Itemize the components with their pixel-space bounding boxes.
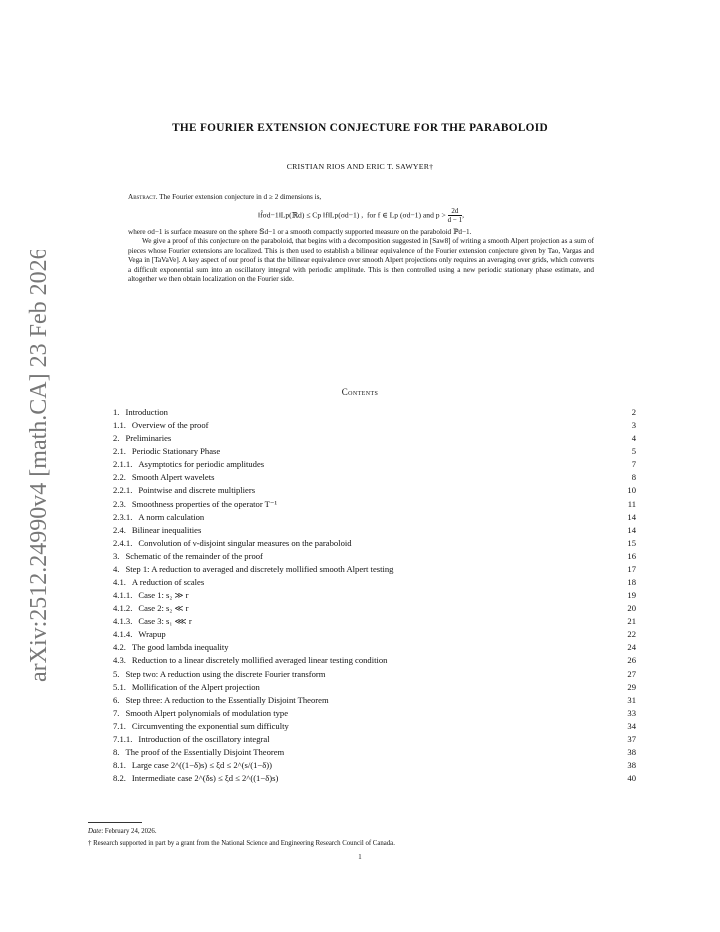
toc-entry-number: 7.: [113, 707, 120, 718]
toc-entry-page: 4: [631, 433, 636, 444]
toc-entry-number: 2.4.: [113, 524, 126, 535]
toc-entry[interactable]: [113, 458, 636, 471]
toc-entry-title: Case 3: s₁ ⋘ r: [138, 616, 192, 627]
formula-condition: for f ∈ Lp (σd−1) and p >: [366, 209, 446, 219]
date-value: : February 24, 2026.: [101, 828, 157, 835]
toc-entry[interactable]: [113, 694, 636, 707]
arxiv-id-text: arXiv:2512.24990v4 [math.CA] 23 Feb 2026: [26, 250, 52, 682]
toc-entry[interactable]: [113, 537, 636, 550]
toc-entry-number: 1.: [113, 407, 120, 417]
toc-entry-number: 4.: [113, 563, 120, 574]
toc-entry-page: 26: [627, 655, 636, 666]
toc-entry-title: Introduction: [125, 407, 168, 417]
toc-entry-number: 8.: [113, 747, 120, 758]
toc-entry-number: 2.2.1.: [113, 485, 133, 496]
toc-entry-label: [113, 668, 325, 681]
toc-entry-label: [113, 615, 192, 628]
toc-entry-number: 4.3.: [113, 655, 126, 666]
toc-entry-page: 15: [627, 537, 636, 548]
toc-entry-label: [113, 419, 209, 432]
toc-entry-label: [113, 681, 260, 694]
toc-entry[interactable]: [113, 668, 636, 681]
toc-entry-title: Case 1: s₂ ≫ r: [138, 590, 189, 601]
abstract-after-formula: where σd−1 is surface measure on the sphere 𝕊d−1 or a smooth compactly supported measure on the paraboloid ℙd−1.: [128, 227, 472, 236]
toc-entry-page: 38: [627, 760, 636, 771]
toc-entry-number: 2.3.: [113, 498, 126, 509]
toc-entry-number: 4.1.4.: [113, 629, 133, 640]
toc-entry[interactable]: [113, 681, 636, 694]
toc-entry-title: A reduction of scales: [131, 577, 205, 588]
toc-entry-label: [113, 524, 201, 537]
toc-entry-title: Smoothness properties of the operator T⁻¹: [131, 498, 278, 509]
toc-entry-title: Step three: A reduction to the Essentially Disjoint Theorem: [125, 694, 329, 705]
abstract: [128, 193, 594, 285]
toc-entry-page: 24: [627, 642, 636, 653]
toc-entry-label: [113, 406, 168, 419]
toc-entry-title: Reduction to a linear discretely mollified averaged linear testing condition: [131, 655, 388, 666]
toc-entry-number: 5.1.: [113, 681, 126, 692]
toc-entry-title: Smooth Alpert wavelets: [131, 472, 215, 483]
toc-entry-label: [113, 511, 204, 524]
toc-entry-title: Convolution of ν-disjoint singular measures on the paraboloid: [138, 537, 352, 548]
toc-entry-label: [113, 445, 220, 458]
toc-entry-page: 21: [627, 616, 636, 627]
toc-entry-label: [113, 550, 263, 563]
toc-entry[interactable]: [113, 419, 636, 432]
toc-entry-label: [113, 720, 289, 733]
toc-entry-title: A norm calculation: [138, 511, 205, 522]
toc-entry-title: The good lambda inequality: [131, 642, 229, 653]
toc-entry-title: Step two: A reduction using the discrete Fourier transform: [125, 668, 326, 679]
toc-entry[interactable]: [113, 524, 636, 537]
toc-entry-title: Intermediate case 2^(δs) ≤ ξd ≤ 2^((1−δ)s): [131, 773, 279, 784]
toc-entry-page: 31: [627, 694, 636, 705]
fraction-numerator: 2d: [448, 207, 462, 216]
toc-entry-title: Asymptotics for periodic amplitudes: [138, 459, 265, 470]
toc-entry-page: 19: [627, 590, 636, 601]
toc-entry[interactable]: [113, 746, 636, 759]
toc-entry[interactable]: [113, 759, 636, 772]
toc-entry[interactable]: [113, 707, 636, 720]
toc-entry-number: 6.: [113, 694, 120, 705]
toc-entry-title: Schematic of the remainder of the proof: [125, 550, 263, 561]
toc-entry-page: 10: [627, 485, 636, 496]
toc-entry-title: Circumventing the exponential sum difficulty: [131, 720, 289, 731]
toc-entry-label: [113, 628, 166, 641]
toc-entry-title: Case 2: s₂ ≪ r: [138, 603, 189, 614]
toc-entry-number: 4.1.: [113, 577, 126, 588]
abstract-body: We give a proof of this conjecture on the paraboloid, that begins with a decomposition suggested in [Saw8] of writing a smooth Alpert projection as a sum of pieces whose Fourier extensions are localized. This is then used to establish a bilinear equivalence of the Fourier extension conjecture given by Tao, Vargas and Vega in [TaVaVe]. A key aspect of our proof is that the bilinear equivalence over smooth Alpert projections only requires an averaging over grids, which converts a difficult exponential sum into an oscillatory integral with periodic amplitude. This is then controlled using a new periodic stationary phase estimate, and altogether we then obtain localization on the Fourier side.: [128, 237, 594, 283]
toc-entry[interactable]: [113, 628, 636, 641]
toc-entry[interactable]: [113, 563, 636, 576]
toc-entry[interactable]: [113, 550, 636, 563]
toc-entry-title: Smooth Alpert polynomials of modulation type: [125, 707, 289, 718]
footnote-support: † Research supported in part by a grant from the National Science and Engineering Research Council of Canada.: [88, 840, 395, 847]
date-label: Date: [88, 828, 102, 835]
toc-entry-page: 17: [627, 563, 636, 574]
toc-entry-title: Step 1: A reduction to averaged and discretely mollified smooth Alpert testing: [125, 563, 394, 574]
toc-entry-page: 20: [627, 603, 636, 614]
toc-entry[interactable]: [113, 471, 636, 484]
toc-entry-page: 22: [627, 629, 636, 640]
toc-entry-label: [113, 694, 329, 707]
toc-entry-title: Preliminaries: [125, 433, 172, 444]
toc-entry-number: 2.1.1.: [113, 459, 133, 470]
toc-entry[interactable]: [113, 615, 636, 628]
toc-entry-page: 14: [627, 511, 636, 522]
toc-entry-label: [113, 589, 189, 602]
toc-entry-number: 3.: [113, 550, 120, 561]
toc-entry-page: 40: [627, 773, 636, 784]
toc-entry-number: 2.2.: [113, 472, 126, 483]
toc-entry-title: Introduction of the oscillatory integral: [138, 733, 270, 744]
toc-entry-title: The proof of the Essentially Disjoint Theorem: [125, 747, 285, 758]
toc-entry-label: [113, 484, 255, 497]
toc-entry-number: 7.1.1.: [113, 733, 133, 744]
page-number: 1: [358, 854, 362, 861]
abstract-heading: Abstract.: [128, 193, 158, 201]
toc-entry-label: [113, 563, 393, 576]
toc-entry[interactable]: [113, 641, 636, 654]
arxiv-identifier: [8, 250, 58, 690]
toc-entry-label: [113, 432, 171, 445]
toc-entry-title: Large case 2^((1−δ)s) ≤ ξd ≤ 2^(s/(1−δ)): [131, 760, 273, 771]
toc-entry[interactable]: [113, 772, 636, 785]
formula-lhs: ‖f̂σd−1‖Lp(ℝd) ≤ Cp ‖f‖Lp(σd−1) ,: [257, 209, 364, 219]
toc-entry-label: [113, 746, 284, 759]
toc-entry-page: 18: [627, 577, 636, 588]
toc-entry[interactable]: [113, 498, 636, 511]
abstract-intro: The Fourier extension conjecture in d ≥ 2 dimensions is,: [159, 193, 322, 201]
extension-formula: ‖f̂σd−1‖Lp(ℝd) ≤ Cp ‖f‖Lp(σd−1) , for f ∈ Lp (σd−1) and p > $\frac{2d}{d - 1}$,: [257, 206, 465, 224]
toc-entry-title: Wrapup: [138, 629, 166, 640]
toc-entry-label: [113, 537, 352, 550]
toc-entry[interactable]: [113, 406, 636, 419]
toc-entry-page: 38: [627, 747, 636, 758]
toc-entry-title: Periodic Stationary Phase: [131, 446, 221, 457]
toc-entry[interactable]: [113, 511, 636, 524]
toc-entry-number: 1.1.: [113, 420, 126, 431]
footnote-date: [88, 828, 157, 835]
toc-entry[interactable]: [113, 720, 636, 733]
toc-entry-number: 4.1.3.: [113, 616, 133, 627]
toc-entry-number: 2.3.1.: [113, 511, 133, 522]
paper-title: THE FOURIER EXTENSION CONJECTURE FOR THE PARABOLOID: [172, 122, 548, 134]
toc-entry-number: 8.2.: [113, 773, 126, 784]
toc-entry-label: [113, 458, 264, 471]
toc-entry[interactable]: [113, 654, 636, 667]
contents-heading: Contents: [341, 387, 379, 397]
toc-entry-label: [113, 576, 204, 589]
toc-entry-number: 4.1.1.: [113, 590, 133, 601]
toc-entry-title: Bilinear inequalities: [131, 524, 202, 535]
toc-entry-label: [113, 733, 270, 746]
toc-entry-number: 8.1.: [113, 760, 126, 771]
toc-entry-label: [113, 498, 277, 511]
toc-entry-label: [113, 759, 272, 772]
toc-entry-title: Mollification of the Alpert projection: [131, 681, 260, 692]
toc-entry[interactable]: [113, 733, 636, 746]
toc-entry-label: [113, 471, 214, 484]
toc-entry[interactable]: [113, 589, 636, 602]
paper-authors: CRISTIAN RIOS AND ERIC T. SAWYER†: [286, 162, 434, 171]
toc-entry[interactable]: [113, 445, 636, 458]
toc-entry-page: 33: [627, 707, 636, 718]
toc-entry-number: 2.1.: [113, 446, 126, 457]
toc-entry[interactable]: [113, 432, 636, 445]
toc-entry-number: 2.4.1.: [113, 537, 133, 548]
toc-entry[interactable]: [113, 602, 636, 615]
fraction-denominator: d − 1: [447, 215, 463, 224]
toc-entry-number: 4.2.: [113, 642, 126, 653]
toc-entry-label: [113, 654, 387, 667]
toc-entry-title: Overview of the proof: [131, 420, 209, 431]
toc-entry-number: 7.1.: [113, 720, 126, 731]
toc-entry-page: 14: [627, 524, 636, 535]
toc-entry-number: 4.1.2.: [113, 603, 133, 614]
toc-entry-page: 3: [631, 420, 636, 431]
toc-entry-page: 29: [627, 681, 636, 692]
toc-entry-page: 5: [631, 446, 636, 457]
toc-entry-title: Pointwise and discrete multipliers: [138, 485, 256, 496]
table-of-contents: [113, 406, 636, 785]
footnote-rule: [88, 822, 142, 823]
toc-entry-page: 37: [627, 733, 636, 744]
toc-entry-number: 5.: [113, 668, 120, 679]
toc-entry-label: [113, 772, 278, 785]
toc-entry-page: 2: [631, 407, 636, 417]
formula-fraction: [448, 207, 462, 224]
toc-entry-page: 7: [631, 459, 636, 470]
toc-entry[interactable]: [113, 576, 636, 589]
toc-entry-page: 27: [627, 668, 636, 679]
toc-entry-label: [113, 602, 189, 615]
toc-entry-number: 2.: [113, 433, 120, 444]
toc-entry-page: 16: [627, 550, 636, 561]
toc-entry[interactable]: [113, 484, 636, 497]
toc-entry-page: 11: [627, 498, 636, 509]
toc-entry-label: [113, 707, 288, 720]
toc-entry-page: 8: [631, 472, 636, 483]
toc-entry-page: 34: [627, 720, 636, 731]
toc-entry-label: [113, 641, 229, 654]
